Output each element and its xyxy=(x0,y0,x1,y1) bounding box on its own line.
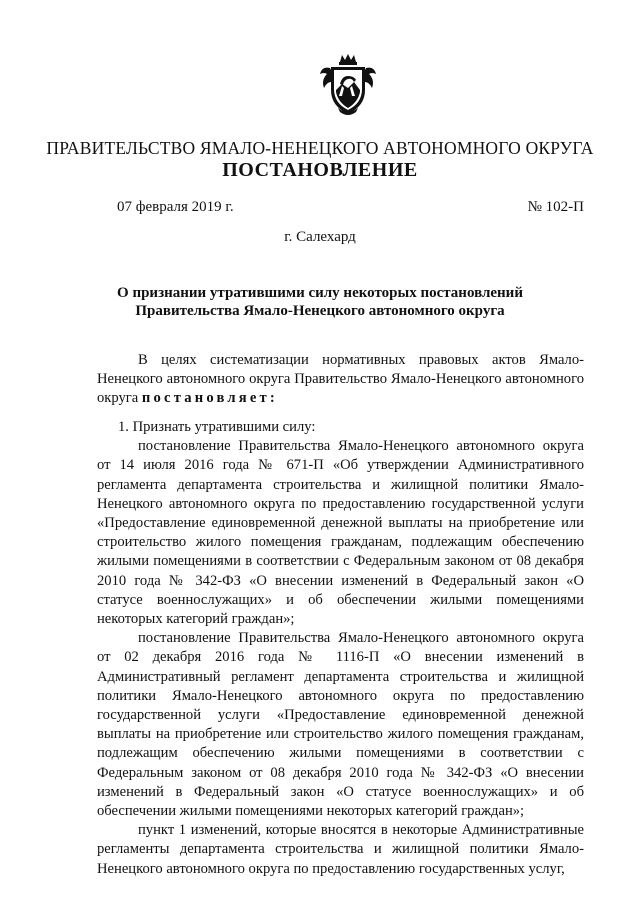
preamble-text: В целях систематизации нормативных правовых актов Ямало-Ненецкого автономного округа Правительство Ямало-Ненецкого автономного округа xyxy=(97,352,584,407)
document-city: г. Салехард xyxy=(284,229,356,245)
document-type: ПОСТАНОВЛЕНИЕ xyxy=(222,159,418,181)
document-number: № 102-П xyxy=(527,199,584,215)
preamble xyxy=(97,351,584,409)
decree-body xyxy=(97,418,584,879)
paragraph-item-1: 1. Признать утратившими силу: xyxy=(118,419,316,435)
paragraph-resolution-671: постановление Правительства Ямало-Ненецкого автономного округа от 14 июля 2016 года № 671-П «Об утверждении Административного регламента департамента строительства и жилищной политики Ямало-Ненецкого автономного округа по предоставлению государственной услуги «Предоставление единовременной денежной выплаты на приобретение или строительство жилого помещения гражданам, подлежащим обеспечению жилыми помещениями в соответствии с Федеральным законом от 08 декабря 2010 года № 342-ФЗ «О внесении изменений в Федеральный закон «О статусе военнослужащих» и об обеспечении жилыми помещениями некоторых категорий граждан»; xyxy=(97,438,584,628)
document-subject: О признании утратившими силу некоторых постановлений Правительства Ямало-Ненецкого автономного округа xyxy=(117,285,523,319)
preamble-paragraph xyxy=(97,351,584,409)
decree-word: постановляет: xyxy=(141,390,278,407)
coat-of-arms-emblem xyxy=(318,52,378,118)
paragraph-resolution-1116: постановление Правительства Ямало-Ненецкого автономного округа от 02 декабря 2016 года № 1116-П «О внесении изменений в Административный регламент департамента строительства и жилищной политики Ямало-Ненецкого автономного округа по предоставлению государственной услуги «Предоставление единовременной денежной выплаты на приобретение или строительство жилого помещения гражданам, подлежащим обеспечению жилыми помещениями в соответствии с Федеральным законом от 08 декабря 2010 года № 342-ФЗ «О внесении изменений в Федеральный закон «О статусе военнослужащих» и об обеспечении жилыми помещениями некоторых категорий граждан»; xyxy=(97,630,584,820)
government-title: ПРАВИТЕЛЬСТВО ЯМАЛО-НЕНЕЦКОГО АВТОНОМНОГО ОКРУГА xyxy=(46,138,594,158)
paragraph-amendments-point-1: пункт 1 изменений, которые вносятся в некоторые Административные регламенты департамента строительства и жилищной политики Ямало-Ненецкого автономного округа по предоставлению государственных услуг, xyxy=(97,822,584,877)
document-date: 07 февраля 2019 г. xyxy=(117,199,234,215)
